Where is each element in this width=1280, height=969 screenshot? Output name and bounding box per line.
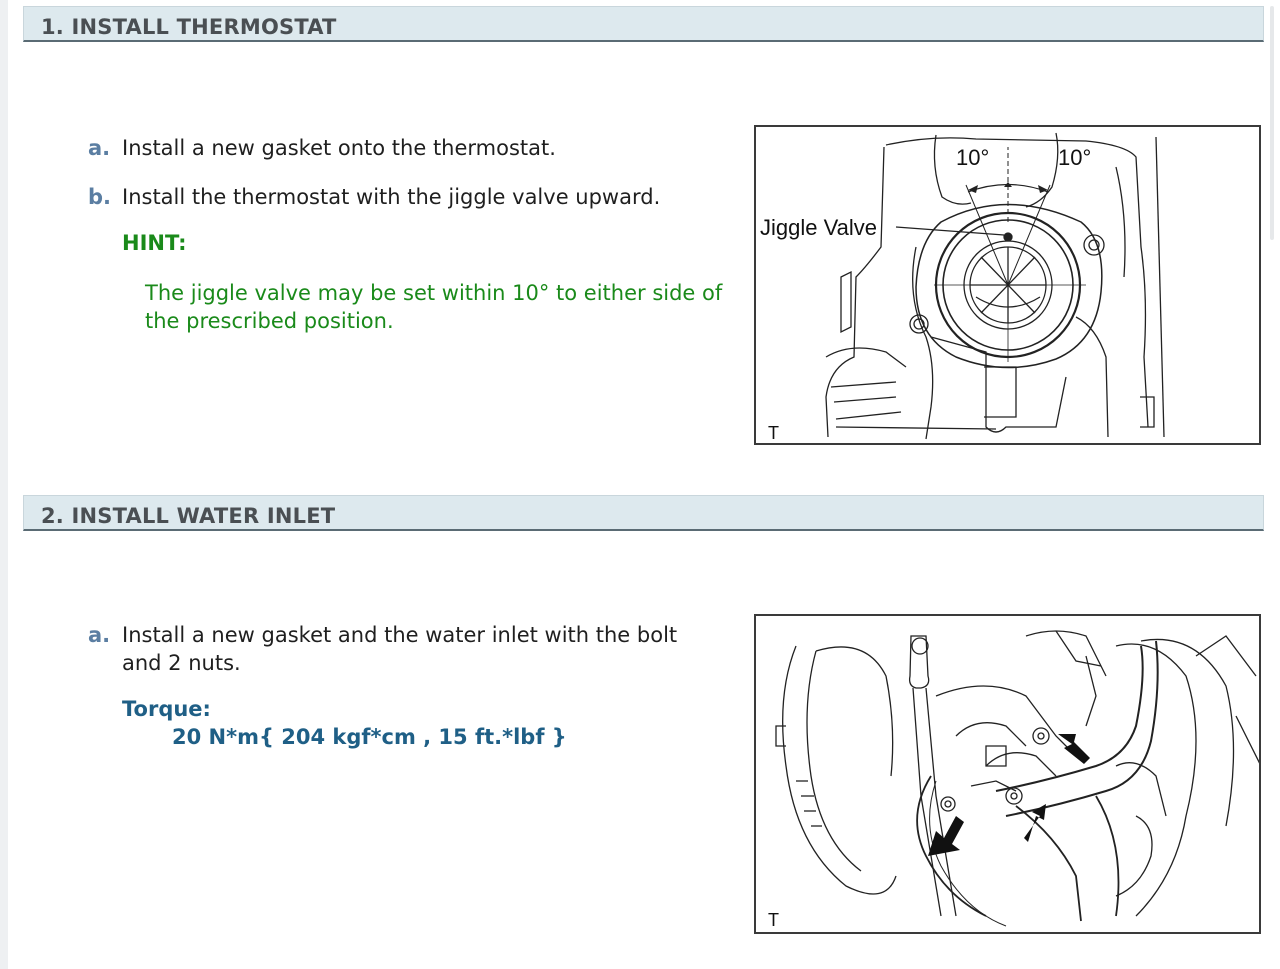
jiggle-valve-label: Jiggle Valve bbox=[760, 215, 877, 240]
water-inlet-illustration bbox=[756, 616, 1261, 934]
figure-code: T bbox=[768, 423, 779, 443]
hint-text-line-1: The jiggle valve may be set within 10° to either side of bbox=[145, 281, 723, 305]
angle-left-label: 10° bbox=[956, 145, 990, 170]
step-a-gasket bbox=[88, 134, 728, 162]
torque-value: 20 N*m{ 204 kgf*cm , 15 ft.*lbf } bbox=[172, 725, 567, 749]
scrollbar[interactable] bbox=[1270, 6, 1274, 240]
section-title: 1. INSTALL THERMOSTAT bbox=[41, 15, 337, 39]
hint-text-line-2: the prescribed position. bbox=[145, 309, 394, 333]
thermostat-illustration bbox=[756, 127, 1261, 445]
step-b-thermostat bbox=[88, 183, 728, 211]
step-marker: a. bbox=[88, 623, 111, 647]
figure-code: T bbox=[768, 910, 779, 930]
figure-thermostat bbox=[754, 125, 1261, 445]
step-marker: b. bbox=[88, 185, 112, 209]
section-title: 2. INSTALL WATER INLET bbox=[41, 504, 336, 528]
step-a-water-inlet bbox=[88, 621, 728, 677]
step-marker: a. bbox=[88, 136, 111, 160]
torque-label: Torque: bbox=[122, 697, 211, 721]
angle-right-label: 10° bbox=[1058, 145, 1092, 170]
hint-label: HINT: bbox=[122, 231, 187, 255]
figure-water-inlet bbox=[754, 614, 1261, 934]
page-left-edge bbox=[0, 0, 8, 969]
section-header-install-water-inlet bbox=[23, 495, 1264, 531]
section-header-install-thermostat bbox=[23, 6, 1264, 42]
step-text: Install the thermostat with the jiggle valve upward. bbox=[122, 185, 661, 209]
step-text-line-1: Install a new gasket and the water inlet with the bolt bbox=[122, 623, 678, 647]
step-text: Install a new gasket onto the thermostat. bbox=[122, 136, 556, 160]
step-text-line-2: and 2 nuts. bbox=[122, 651, 241, 675]
